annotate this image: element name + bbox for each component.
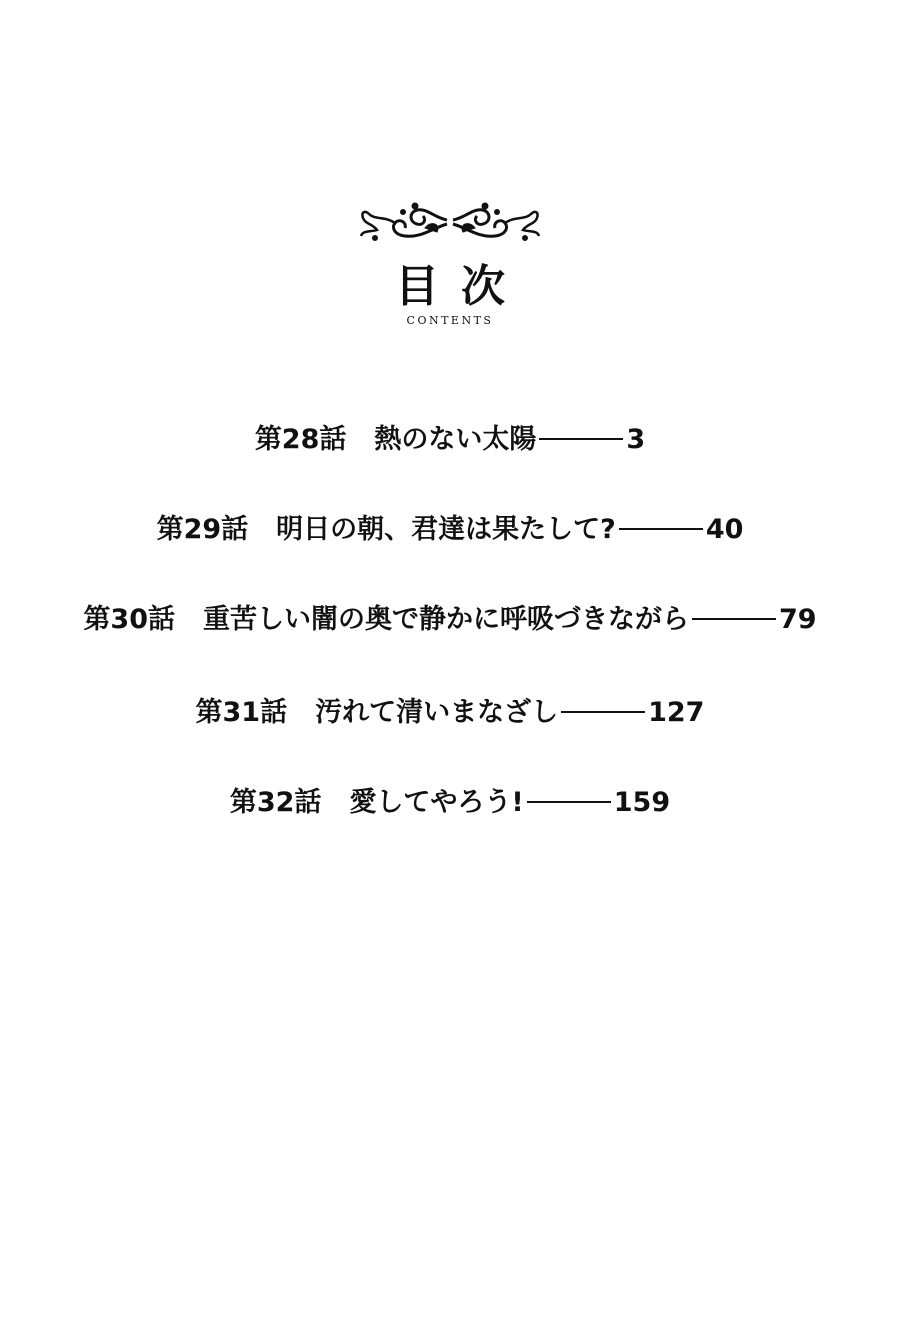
toc-entry (0, 513, 900, 547)
chapter-page: 3 (626, 424, 646, 455)
chapter-label: 第31話 (195, 697, 288, 728)
chapter-title: 愛してやろう! (349, 787, 524, 818)
leader-dash (527, 801, 611, 803)
leader-dash (619, 528, 703, 530)
chapter-title: 明日の朝、君達は果たして? (276, 514, 616, 545)
chapter-page: 127 (648, 697, 705, 728)
leader-dash (561, 711, 645, 713)
leader-dash (692, 618, 776, 620)
chapter-title: 汚れて清いまなざし (315, 697, 559, 728)
chapter-title: 熱のない太陽 (374, 424, 537, 455)
chapter-title: 重苦しい闇の奥で静かに呼吸づきながら (203, 604, 689, 635)
flourish-ornament-icon (355, 198, 545, 248)
toc-entry (0, 786, 900, 820)
chapter-label: 第29話 (156, 514, 249, 545)
toc-entry (0, 696, 900, 730)
page-title: 目次 (395, 261, 527, 312)
toc-entry (0, 423, 900, 457)
chapter-label: 第30話 (83, 604, 175, 635)
chapter-label: 第32話 (229, 787, 322, 818)
chapter-label: 第28話 (254, 424, 347, 455)
chapter-page: 79 (779, 604, 817, 635)
toc-entry (0, 603, 900, 637)
leader-dash (539, 438, 623, 440)
page-subtitle: CONTENTS (406, 314, 494, 327)
chapter-page: 40 (705, 514, 744, 545)
chapter-page: 159 (613, 787, 671, 818)
